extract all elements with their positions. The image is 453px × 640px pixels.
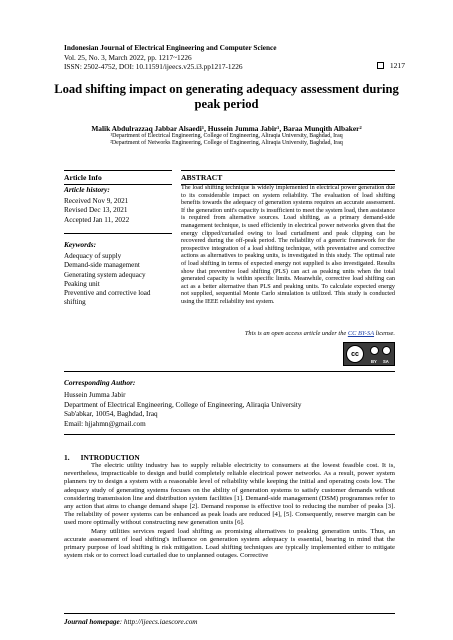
abstract-heading: ABSTRACT [181, 173, 223, 182]
page-number: 1217 [389, 61, 405, 70]
journal-name: Indonesian Journal of Electrical Engineering and Computer Science [64, 43, 277, 52]
history-title: Article history: [64, 185, 110, 194]
issn-doi: ISSN: 2502-4752, DOI: 10.11591/ijeecs.v25.i3.pp1217-1226 [64, 62, 243, 72]
sa-label: SA [383, 359, 389, 364]
journal-header [64, 43, 394, 72]
square-icon [377, 62, 384, 69]
license-line [181, 330, 395, 337]
license-prefix: This is an open access article under the [244, 330, 348, 337]
license-suffix: license. [374, 330, 395, 337]
paragraph: Many utilities services regard load shifting as promising alternatives to peaking generation units. Thus, an accurate assessment of load shifting's influence on generation system adequacy is essential, bearing in mind that the primary purpose of load shifting is risk mitigation. Load shifting techniques are typically implemented either to mitigate system risk or to correct load curtailed due to unplanned outages. Corrective [64, 527, 395, 560]
department: Department of Electrical Engineering, College of Engineering, Aliraqia University [64, 400, 302, 409]
footer-rule [64, 613, 395, 614]
keyword: Generating system adequacy [64, 270, 146, 279]
history-list [64, 197, 129, 225]
affiliation-1: ¹Department of Electrical Engineering, College of Engineering, Aliraqia University, Baghdad, Iraq [110, 133, 343, 139]
address: Sab'abkar, 10054, Baghdad, Iraq [64, 410, 158, 419]
revised-date: Revised Dec 13, 2021 [64, 206, 128, 215]
section-heading: 1. INTRODUCTION [64, 453, 140, 462]
volume-info: Vol. 25, No. 3, March 2022, pp. 1217~1226 [64, 52, 192, 62]
affiliation-2: ²Department of Networks Engineering, College of Engineering, Aliraqia University, Baghdad, Iraq [110, 140, 343, 147]
top-rule [181, 170, 395, 171]
corresponding-bottom-rule [64, 434, 395, 435]
keywords-title: Keywords: [64, 240, 97, 249]
author-list: Malik Abdulrazzaq Jabbar Alsaedi¹, Hussein Jumma Jabir¹, Baraa Munqith Albaker² [91, 124, 362, 133]
received-date: Received Nov 9, 2021 [64, 197, 129, 205]
abstract-heading-block [181, 170, 395, 185]
by-label: BY [371, 359, 377, 364]
keyword: Adequacy of supply [64, 252, 122, 260]
share-alike-icon [382, 346, 391, 355]
cc-by-sa-link[interactable]: CC BY-SA [347, 330, 375, 337]
author-name: Hussein Jumma Jabir [64, 391, 126, 399]
cc-logo-icon: cc [346, 345, 364, 363]
accepted-date: Accepted Jan 11, 2022 [64, 215, 130, 224]
keywords-list [64, 252, 169, 308]
cc-license-badge[interactable] [343, 342, 395, 366]
affiliations [50, 133, 403, 147]
article-info-heading-block [64, 170, 172, 185]
keyword: Peaking unit [64, 279, 100, 288]
article-info-heading: Article Info [64, 173, 102, 182]
page-number-block [377, 61, 405, 70]
keyword: Preventive and corrective load shifting [64, 289, 151, 307]
divider [64, 233, 172, 234]
paragraph: The electric utility industry has to supply reliable electricity to consumers at the lowest feasible cost. It is, nevertheless, impracticable to design and build completely reliable electrical power networks. As a result, power system planners try to design a system with a reasonable level of reliability while keeping the initial and operating costs low. The adequacy study of generating systems focuses on the ability of generation systems to satisfy customer demands without considering transmission line and distribution system facilities [1]. Demand-side management (DSM) programmes refer to any action that aims to change demand shape [2]. Demand response is effective tool to reducing the number of peaks [3]. The reliability of power systems can be enhanced as peak loads are reduced [4], [5]. Consequently, reserve margin can be used more optimally without constructing new generation units [6]. [64, 462, 395, 527]
paper-title: Load shifting impact on generating adequacy assessment during peak period [54, 82, 399, 111]
homepage-label: Journal homepage [64, 618, 120, 626]
homepage-url[interactable]: : http://ijeecs.iaescore.com [119, 618, 198, 626]
top-rule [64, 170, 172, 171]
keyword: Demand-side management [64, 261, 140, 270]
corresponding-top-rule [64, 371, 395, 372]
introduction-body [64, 462, 395, 560]
email: Email: hjjahmn@gmail.com [64, 419, 146, 428]
person-icon [370, 346, 379, 355]
abstract-text: The load shifting technique is widely implemented in electrical power generation due to its considerable impact on system reliability. The evaluation of load shifting benefits towards the adequacy of generation systems requires an accurate assessment. If the generation unit's capacity is insufficient to meet the system load, then assistance is required from alternative sources. Load shifting, as a primary demand-side management technique, is used efficiently in electrical power networks given that the energy clipped/curtailed owing to load curtailment and peak clipping can be recovered during the off-peak period. The reliability of a generic framework for the prospective integration of a load shifting technique, with preventative and corrective actions as alternatives to peaking units, is investigated in this study. The optimal rate of load shifting in terms of expected energy not supplied is also investigated. Results show that preventive load shifting (PLS) can act as peaking units when the total generated capacity is within specific limits. Meanwhile, corrective load shifting can act as a better alternative than PLS and peaking units. To calculate expected energy not supplied, sequential Monte Carlo simulation is utilized. This study is conducted using the IEEE reliability test system. [181, 184, 395, 305]
corresponding-heading: Corresponding Author: [64, 378, 136, 387]
corresponding-details [64, 391, 394, 429]
journal-homepage [64, 618, 198, 626]
